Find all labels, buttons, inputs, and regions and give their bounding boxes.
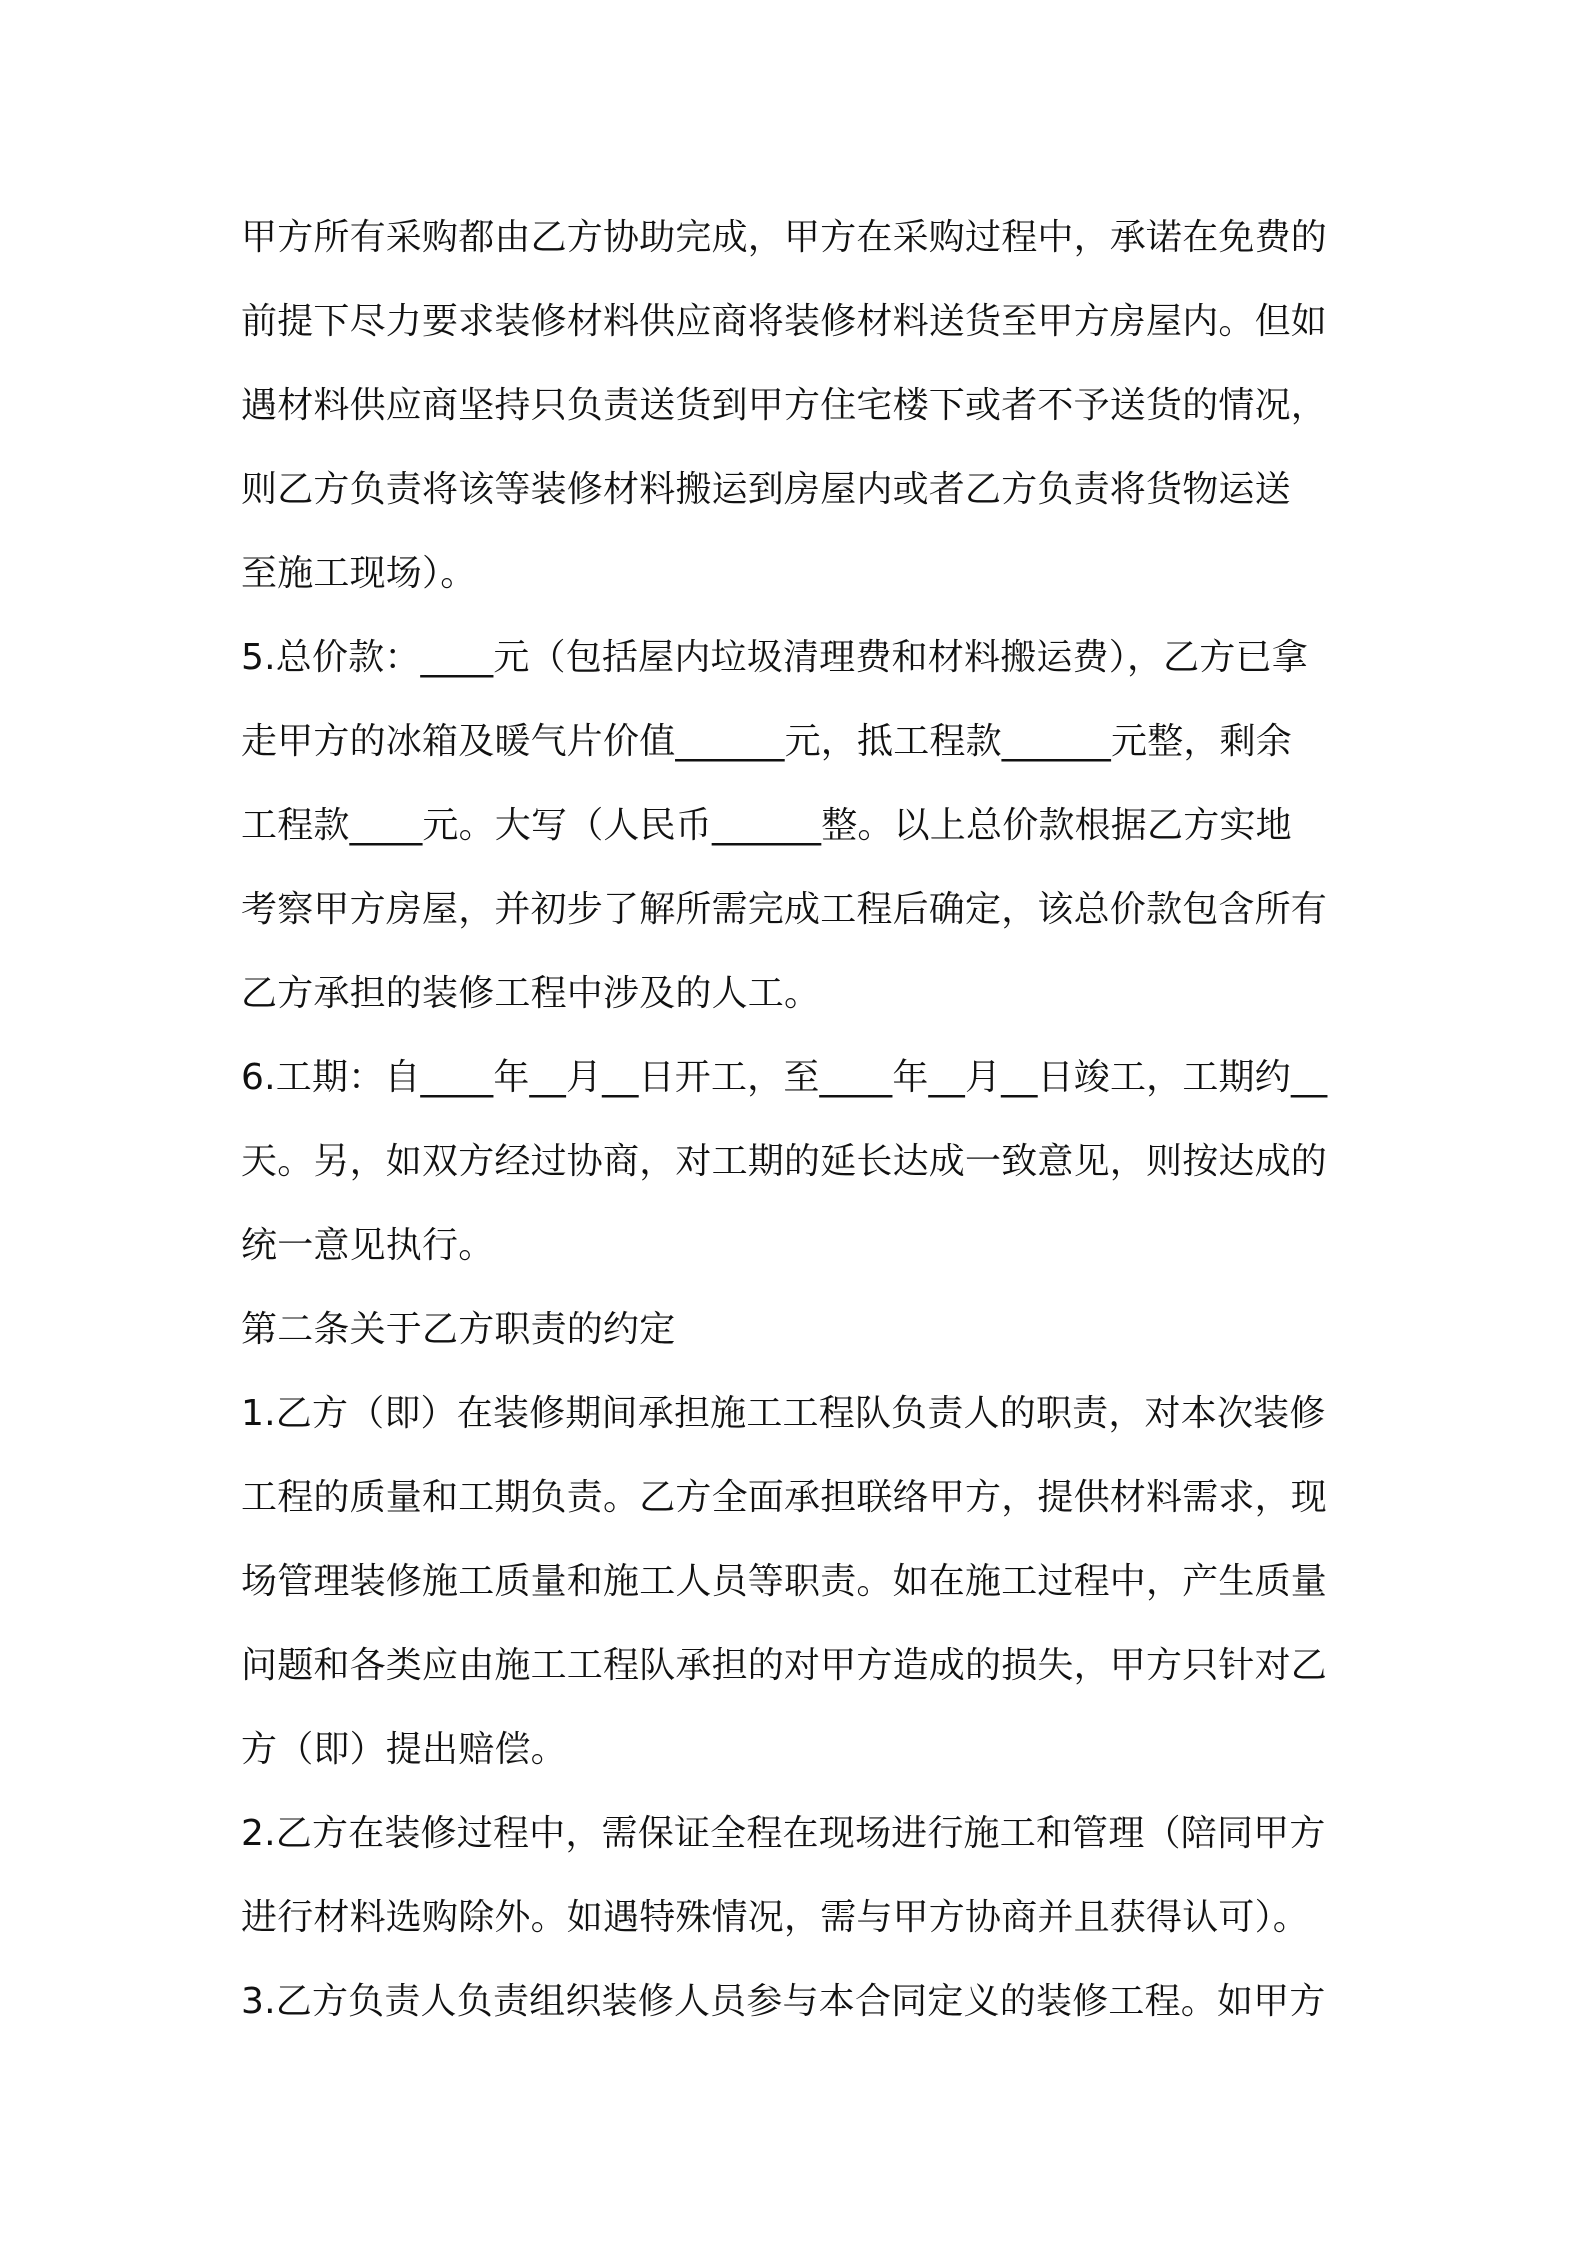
section-heading-article-2: 第二条关于乙方职责的约定	[241, 1309, 676, 1350]
paragraph-line: 问题和各类应由施工工程队承担的对甲方造成的损失，甲方只针对乙	[241, 1645, 1328, 1686]
paragraph-line: 至施工现场）。	[241, 553, 477, 594]
paragraph-line: 遇材料供应商坚持只负责送货到甲方住宅楼下或者不予送货的情况，	[241, 385, 1328, 426]
clause-construction-period: 6.工期：自____年__月__日开工，至____年__月__日竣工，工期约__	[241, 1057, 1328, 1098]
paragraph-line: 甲方所有采购都由乙方协助完成，甲方在采购过程中，承诺在免费的	[241, 217, 1328, 258]
paragraph-line: 则乙方负责将该等装修材料搬运到房屋内或者乙方负责将货物运送	[241, 469, 1291, 510]
clause-item-1: 1.乙方（即）在装修期间承担施工工程队负责人的职责，对本次装修	[241, 1393, 1326, 1434]
paragraph-line: 工程的质量和工期负责。乙方全面承担联络甲方，提供材料需求，现	[241, 1477, 1328, 1518]
clause-item-3: 3.乙方负责人负责组织装修人员参与本合同定义的装修工程。如甲方	[241, 1981, 1326, 2022]
paragraph-line: 场管理装修施工质量和施工人员等职责。如在施工过程中，产生质量	[241, 1561, 1328, 1602]
paragraph-line: 统一意见执行。	[241, 1225, 495, 1266]
contract-text-body	[241, 196, 1361, 2044]
paragraph-line: 乙方承担的装修工程中涉及的人工。	[241, 973, 821, 1014]
paragraph-line: 天。另，如双方经过协商，对工期的延长达成一致意见，则按达成的	[241, 1141, 1328, 1182]
clause-total-price: 5.总价款：____元（包括屋内垃圾清理费和材料搬运费），乙方已拿	[241, 637, 1308, 678]
paragraph-line: 工程款____元。大写（人民币______整。以上总价款根据乙方实地	[241, 805, 1292, 846]
paragraph-line: 考察甲方房屋，并初步了解所需完成工程后确定，该总价款包含所有	[241, 889, 1328, 930]
paragraph-line: 进行材料选购除外。如遇特殊情况，需与甲方协商并且获得认可）。	[241, 1897, 1310, 1938]
paragraph-line: 走甲方的冰箱及暖气片价值______元，抵工程款______元整，剩余	[241, 721, 1293, 762]
paragraph-line: 方（即）提出赔偿。	[241, 1729, 567, 1770]
paragraph-line: 前提下尽力要求装修材料供应商将装修材料送货至甲方房屋内。但如	[241, 301, 1328, 342]
clause-item-2: 2.乙方在装修过程中，需保证全程在现场进行施工和管理（陪同甲方	[241, 1813, 1326, 1854]
